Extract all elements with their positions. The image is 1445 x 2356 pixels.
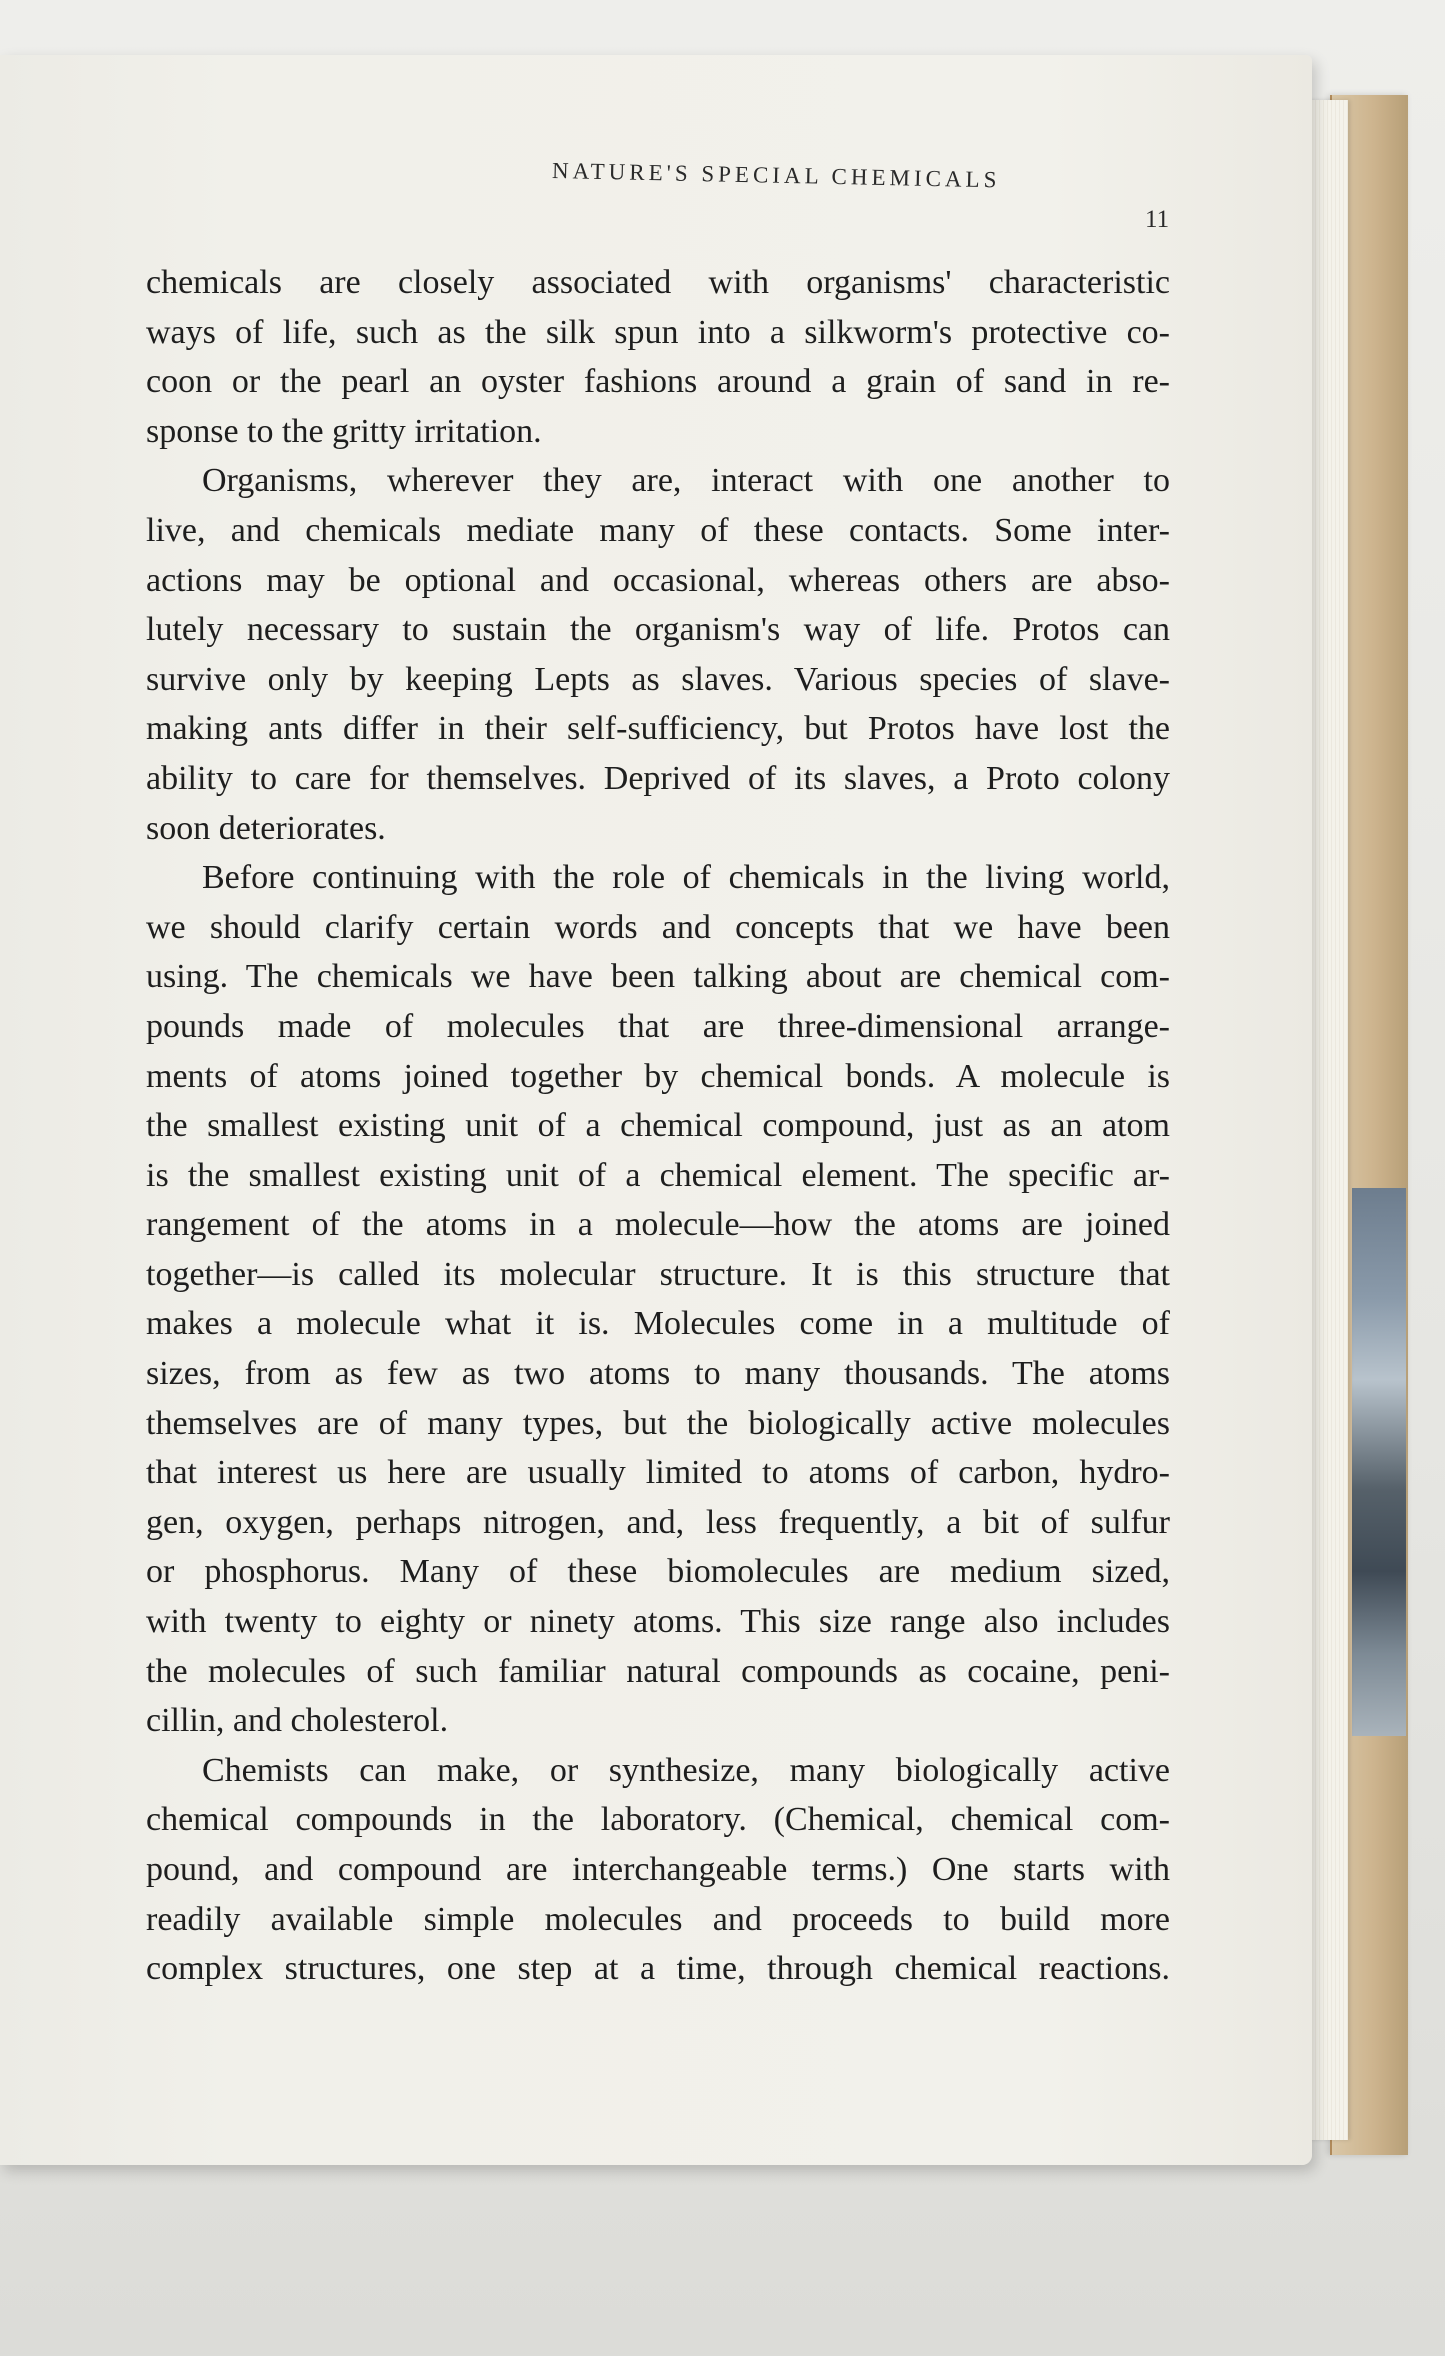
running-head: NATURE'S SPECIAL CHEMICALS (551, 158, 1001, 193)
text-line: lutely necessary to sustain the organism's way of life. Protos can (146, 611, 1170, 649)
text-line: Before continuing with the role of chemicals in the living world, (202, 859, 1170, 897)
text-line: together—is called its molecular structure. It is this structure that (146, 1255, 1170, 1293)
text-line: chemicals are closely associated with organisms' characteristic (146, 264, 1170, 301)
text-line: Chemists can make, or synthesize, many biologically active (202, 1751, 1170, 1789)
text-line: rangement of the atoms in a molecule—how the atoms are joined (146, 1206, 1170, 1244)
text-line: ways of life, such as the silk spun into a silkworm's protective co- (146, 313, 1170, 351)
page-number: 11 (1145, 206, 1170, 233)
text-line: actions may be optional and occasional, whereas others are abso- (146, 561, 1170, 599)
text-line: soon deteriorates. (146, 809, 386, 847)
text-line: we should clarify certain words and concepts that we have been (146, 908, 1170, 946)
text-line: the smallest existing unit of a chemical compound, just as an atom (146, 1107, 1170, 1145)
text-line: with twenty to eighty or ninety atoms. This size range also includes (146, 1603, 1170, 1641)
text-line: gen, oxygen, perhaps nitrogen, and, less frequently, a bit of sulfur (146, 1503, 1170, 1541)
body-text (146, 258, 1170, 1994)
text-line: chemical compounds in the laboratory. (Chemical, chemical com- (146, 1801, 1170, 1839)
text-line: makes a molecule what it is. Molecules come in a multitude of (146, 1305, 1170, 1343)
text-line: is the smallest existing unit of a chemical element. The specific ar- (146, 1156, 1170, 1194)
text-line: sponse to the gritty irritation. (146, 412, 542, 450)
text-line: or phosphorus. Many of these biomolecules are medium sized, (146, 1553, 1170, 1591)
text-line: themselves are of many types, but the biologically active molecules (146, 1404, 1170, 1442)
text-line: that interest us here are usually limited to atoms of carbon, hydro- (146, 1454, 1170, 1492)
text-line: sizes, from as few as two atoms to many thousands. The atoms (146, 1355, 1170, 1393)
text-line: survive only by keeping Lepts as slaves. Various species of slave- (146, 660, 1170, 698)
text-line: complex structures, one step at a time, through chemical reactions. (146, 1950, 1170, 1988)
text-line: pound, and compound are interchangeable terms.) One starts with (146, 1851, 1170, 1888)
text-line: the molecules of such familiar natural compounds as cocaine, peni- (146, 1652, 1170, 1690)
text-line: readily available simple molecules and proceeds to build more (146, 1900, 1170, 1938)
text-line: cillin, and cholesterol. (146, 1702, 449, 1740)
text-line: coon or the pearl an oyster fashions around a grain of sand in re- (146, 363, 1170, 401)
text-line: pounds made of molecules that are three-dimensional arrange- (146, 1007, 1170, 1045)
text-line: ments of atoms joined together by chemical bonds. A molecule is (146, 1057, 1170, 1095)
text-line: making ants differ in their self-sufficiency, but Protos have lost the (146, 710, 1170, 748)
cover-photo-strip (1352, 1188, 1406, 1736)
text-line: ability to care for themselves. Deprived of its slaves, a Proto colony (146, 759, 1170, 797)
text-line: live, and chemicals mediate many of these contacts. Some inter- (146, 511, 1170, 549)
text-line: Organisms, wherever they are, interact with one another to (202, 462, 1170, 500)
text-line: using. The chemicals we have been talking about are chemical com- (146, 958, 1170, 996)
